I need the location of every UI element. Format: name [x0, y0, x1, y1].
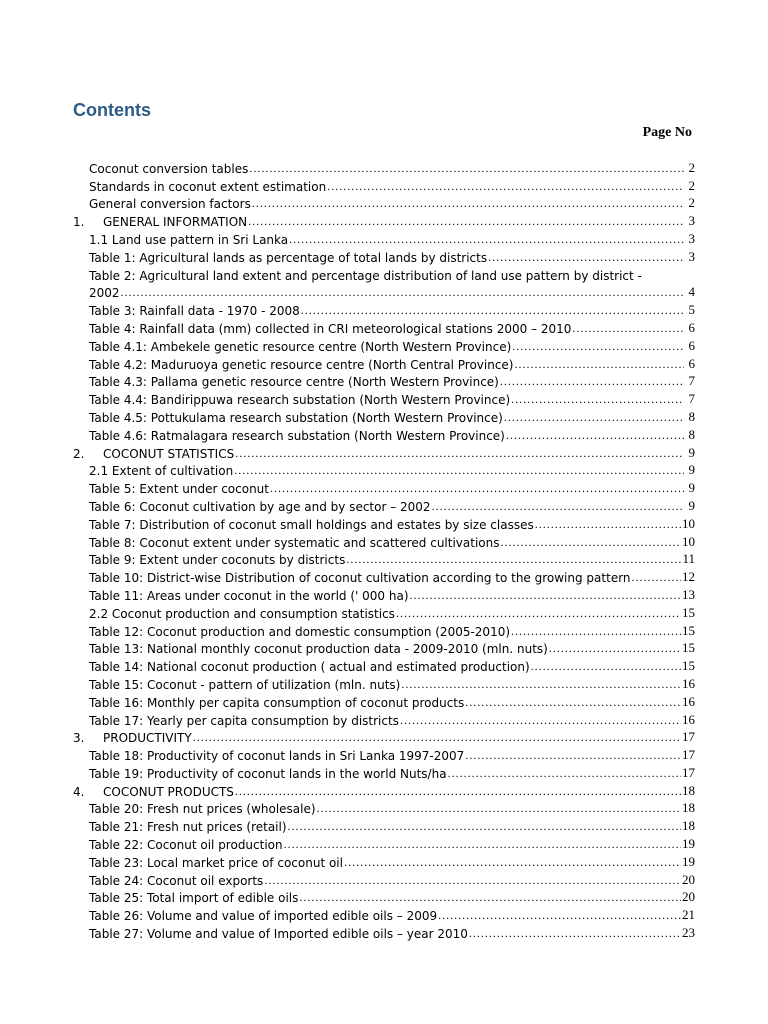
toc-dot-leader — [289, 232, 684, 247]
toc-entry-label: General conversion factors — [89, 197, 251, 212]
toc-page-number: 3 — [688, 230, 695, 246]
toc-dot-leader — [301, 303, 684, 318]
toc-entry[interactable] — [73, 336, 695, 354]
toc-entry[interactable] — [73, 176, 695, 194]
toc-entry-label: 2.1 Extent of cultivation — [89, 464, 234, 479]
toc-entry[interactable] — [73, 923, 695, 941]
toc-entry[interactable] — [73, 550, 695, 568]
toc-entry-label: PRODUCTIVITY — [103, 731, 192, 746]
toc-dot-leader — [270, 481, 684, 496]
toc-entry[interactable] — [73, 318, 695, 336]
toc-entry-label: Table 4.2: Maduruoya genetic resource centre (North Central Province) — [89, 357, 514, 372]
toc-entry-label: Table 4.6: Ratmalagara research substation (North Western Province) — [89, 428, 505, 443]
toc-page-number: 23 — [682, 925, 695, 941]
toc-entry-label: Table 5: Extent under coconut — [89, 482, 269, 497]
toc-dot-leader — [465, 748, 681, 763]
toc-entry[interactable] — [73, 443, 695, 461]
toc-entry[interactable] — [73, 852, 695, 870]
toc-entry[interactable] — [73, 585, 695, 603]
toc-entry[interactable] — [73, 816, 695, 834]
toc-entry[interactable] — [73, 389, 695, 407]
toc-page-number: 16 — [682, 711, 695, 727]
toc-entry[interactable] — [73, 745, 695, 763]
toc-entry[interactable] — [73, 265, 695, 283]
toc-entry-label: Table 13: National monthly coconut production data - 2009-2010 (mln. nuts) — [89, 642, 548, 657]
toc-page-number: 9 — [688, 462, 695, 478]
page-title: Contents — [73, 100, 151, 120]
toc-page-number: 6 — [688, 319, 695, 335]
toc-entry[interactable] — [73, 567, 695, 585]
toc-entry[interactable] — [73, 425, 695, 443]
toc-entry-label: Table 12: Coconut production and domestic consumption (2005-2010) — [89, 624, 511, 639]
toc-entry-label: Table 4.5: Pottukulama research substation (North Western Province) — [89, 410, 503, 425]
toc-page-number: 18 — [682, 800, 695, 816]
toc-entry-label: GENERAL INFORMATION — [103, 215, 248, 230]
toc-entry[interactable] — [73, 781, 695, 799]
toc-dot-leader — [344, 855, 681, 870]
toc-entry-label: Standards in coconut extent estimation — [89, 179, 327, 194]
toc-page-number: 6 — [688, 337, 695, 353]
toc-page-number: 6 — [688, 355, 695, 371]
toc-entry-label: Table 4.3: Pallama genetic resource centre (North Western Province) — [89, 375, 499, 390]
toc-entry[interactable] — [73, 478, 695, 496]
toc-entry[interactable] — [73, 372, 695, 390]
toc-dot-leader — [121, 285, 684, 300]
toc-dot-leader — [249, 161, 684, 176]
toc-page-number: 18 — [682, 818, 695, 834]
toc-entry-label: Table 4: Rainfall data (mm) collected in CRI meteorological stations 2000 – 2010 — [89, 321, 572, 336]
toc-entry-label: Table 4.4: Bandirippuwa research substation (North Western Province) — [89, 393, 511, 408]
toc-entry[interactable] — [73, 354, 695, 372]
toc-page-number: 17 — [682, 729, 695, 745]
toc-dot-leader — [299, 890, 681, 905]
toc-page-number: 7 — [688, 391, 695, 407]
toc-dot-leader — [252, 196, 684, 211]
toc-entry-label: Table 17: Yearly per capita consumption by districts — [89, 713, 399, 728]
toc-entry[interactable] — [73, 728, 695, 746]
toc-page-number: 15 — [682, 658, 695, 674]
toc-dot-leader — [501, 535, 681, 550]
toc-section-number: 1. — [73, 215, 85, 230]
toc-dot-leader — [535, 517, 681, 532]
toc-page-number: 13 — [682, 586, 695, 602]
toc-entry[interactable] — [73, 158, 695, 176]
toc-dot-leader — [504, 410, 684, 425]
toc-entry[interactable] — [73, 692, 695, 710]
toc-dot-leader — [235, 784, 681, 799]
toc-page-number: 10 — [682, 515, 695, 531]
toc-entry-label: Table 27: Volume and value of Imported edible oils – year 2010 — [89, 927, 468, 942]
toc-entry[interactable] — [73, 407, 695, 425]
toc-dot-leader — [193, 730, 681, 745]
toc-dot-leader — [396, 606, 681, 621]
toc-dot-leader — [632, 570, 681, 585]
toc-page-number: 20 — [682, 871, 695, 887]
toc-dot-leader — [438, 908, 681, 923]
toc-dot-leader — [235, 446, 684, 461]
toc-dot-leader — [531, 659, 681, 674]
toc-dot-leader — [288, 819, 681, 834]
toc-entry[interactable] — [73, 514, 695, 532]
toc-section-number: 3. — [73, 731, 85, 746]
toc-page-number: 5 — [688, 302, 695, 318]
toc-entry[interactable] — [73, 799, 695, 817]
toc-dot-leader — [264, 873, 681, 888]
toc-page-number: 17 — [682, 747, 695, 763]
toc-dot-leader — [515, 357, 685, 372]
toc-dot-leader — [234, 463, 684, 478]
toc-page-number: 2 — [688, 159, 695, 175]
toc-entry[interactable] — [73, 834, 695, 852]
toc-page-number: 17 — [682, 764, 695, 780]
toc-entry-continuation[interactable] — [73, 283, 695, 301]
toc-entry[interactable] — [73, 194, 695, 212]
toc-dot-leader — [327, 179, 684, 194]
toc-entry-label: 2.2 Coconut production and consumption statistics — [89, 606, 395, 621]
toc-entry[interactable] — [73, 300, 695, 318]
toc-page-number: 9 — [688, 497, 695, 513]
toc-dot-leader — [512, 339, 684, 354]
toc-dot-leader — [317, 801, 681, 816]
toc-dot-leader — [346, 552, 681, 567]
toc-entry-label: Table 18: Productivity of coconut lands in Sri Lanka 1997-2007 — [89, 749, 465, 764]
toc-section-number: 2. — [73, 446, 85, 461]
toc-entry-label: Table 11: Areas under coconut in the world (' 000 ha) — [89, 588, 409, 603]
toc-page-number: 9 — [688, 444, 695, 460]
toc-dot-leader — [410, 588, 682, 603]
toc-page-number: 12 — [682, 569, 695, 585]
toc-page-number: 3 — [688, 248, 695, 264]
toc-page-number: 19 — [682, 853, 695, 869]
toc-entry-label: Table 6: Coconut cultivation by age and by sector – 2002 — [89, 499, 431, 514]
toc-entry[interactable] — [73, 905, 695, 923]
toc-entry[interactable] — [73, 639, 695, 657]
toc-page-number: 15 — [682, 604, 695, 620]
toc-entry[interactable] — [73, 229, 695, 247]
toc-page-number: 16 — [682, 675, 695, 691]
toc-entry-label: Table 7: Distribution of coconut small holdings and estates by size classes — [89, 517, 534, 532]
toc-dot-leader — [432, 499, 684, 514]
toc-entry[interactable] — [73, 532, 695, 550]
toc-dot-leader — [469, 926, 681, 941]
toc-dot-leader — [401, 677, 681, 692]
toc-dot-leader — [506, 428, 684, 443]
toc-dot-leader — [448, 766, 681, 781]
toc-dot-leader — [284, 837, 681, 852]
toc-entry[interactable] — [73, 870, 695, 888]
toc-dot-leader — [572, 321, 684, 336]
toc-dot-leader — [511, 624, 681, 639]
toc-entry[interactable] — [73, 763, 695, 781]
toc-dot-leader — [549, 641, 681, 656]
toc-entry-label: 1.1 Land use pattern in Sri Lanka — [89, 232, 289, 247]
toc-entry-label: COCONUT STATISTICS — [103, 446, 235, 461]
toc-page-number: 15 — [682, 640, 695, 656]
toc-entry-label: Table 10: District-wise Distribution of coconut cultivation according to the growing pattern — [89, 571, 631, 586]
toc-entry[interactable] — [73, 496, 695, 514]
toc-page-number: 3 — [688, 213, 695, 229]
toc-page-number: 19 — [682, 836, 695, 852]
toc-entry-label: Table 21: Fresh nut prices (retail) — [89, 820, 287, 835]
toc-page-number: 8 — [688, 408, 695, 424]
toc-entry[interactable] — [73, 656, 695, 674]
toc-dot-leader — [500, 374, 684, 389]
toc-page-number: 4 — [688, 284, 695, 300]
toc-entry[interactable] — [73, 461, 695, 479]
toc-entry[interactable] — [73, 710, 695, 728]
toc-entry-label: Table 4.1: Ambekele genetic resource centre (North Western Province) — [89, 339, 512, 354]
toc-entry[interactable] — [73, 247, 695, 265]
toc-page-number: 15 — [682, 622, 695, 638]
toc-entry[interactable] — [73, 621, 695, 639]
toc-dot-leader — [248, 214, 684, 229]
toc-entry[interactable] — [73, 603, 695, 621]
toc-entry-label: Table 20: Fresh nut prices (wholesale) — [89, 802, 316, 817]
toc-entry-label: Table 9: Extent under coconuts by districts — [89, 553, 346, 568]
toc-entry-label: Coconut conversion tables — [89, 161, 249, 176]
toc-entry-label: Table 15: Coconut - pattern of utilization (mln. nuts) — [89, 677, 401, 692]
toc-page-number: 2 — [688, 177, 695, 193]
page-no-column-header: Page No — [642, 125, 692, 140]
toc-page-number: 16 — [682, 693, 695, 709]
toc-page-number: 11 — [682, 551, 695, 567]
toc-dot-leader — [511, 392, 684, 407]
toc-page-number: 21 — [682, 907, 695, 923]
toc-entry-label: Table 23: Local market price of coconut oil — [89, 855, 343, 870]
toc-entry[interactable] — [73, 674, 695, 692]
table-of-contents — [73, 158, 695, 941]
toc-entry-label: Table 1: Agricultural lands as percentage of total lands by districts — [89, 250, 488, 265]
toc-page-number: 8 — [688, 426, 695, 442]
toc-entry-label: Table 8: Coconut extent under systematic and scattered cultivations — [89, 535, 500, 550]
toc-entry-label-continuation: 2002 — [89, 286, 120, 301]
toc-entry-label: Table 25: Total import of edible oils — [89, 891, 299, 906]
toc-entry-label: COCONUT PRODUCTS — [103, 784, 234, 799]
toc-entry-label: Table 26: Volume and value of imported edible oils – 2009 — [89, 909, 438, 924]
toc-entry-label: Table 22: Coconut oil production — [89, 838, 283, 853]
toc-entry-label: Table 24: Coconut oil exports — [89, 873, 264, 888]
toc-page-number: 18 — [682, 782, 695, 798]
toc-page-number: 9 — [688, 480, 695, 496]
toc-page-number: 7 — [688, 373, 695, 389]
toc-entry-label: Table 14: National coconut production ( actual and estimated production) — [89, 660, 530, 675]
toc-page-number: 10 — [682, 533, 695, 549]
toc-entry[interactable] — [73, 888, 695, 906]
toc-page-number: 20 — [682, 889, 695, 905]
toc-dot-leader — [465, 695, 681, 710]
toc-entry-label: Table 3: Rainfall data - 1970 - 2008 — [89, 304, 300, 319]
toc-entry-label: Table 19: Productivity of coconut lands in the world Nuts/ha — [89, 766, 447, 781]
toc-page-number: 2 — [688, 195, 695, 211]
toc-dot-leader — [488, 250, 684, 265]
toc-section-number: 4. — [73, 784, 85, 799]
toc-entry-label: Table 2: Agricultural land extent and percentage distribution of land use pattern by district - — [89, 268, 642, 283]
toc-entry-label: Table 16: Monthly per capita consumption of coconut products — [89, 695, 465, 710]
toc-entry[interactable] — [73, 211, 695, 229]
toc-dot-leader — [400, 713, 681, 728]
